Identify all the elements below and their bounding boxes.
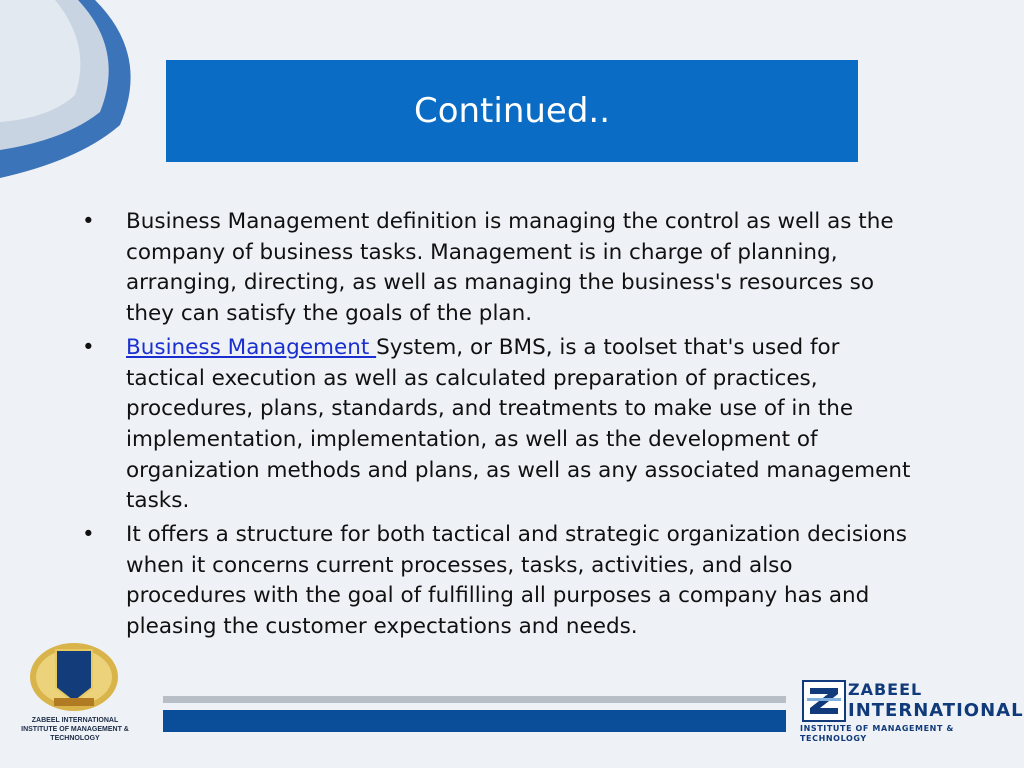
bullet-item: [82, 207, 912, 330]
slide-title: Continued..: [413, 91, 611, 131]
brand-line1: ZABEEL: [848, 680, 923, 699]
seal-caption-line1: ZABEEL INTERNATIONAL: [31, 717, 119, 724]
title-bar: [166, 60, 858, 162]
seal-caption: [0, 716, 150, 743]
brand-tagline: INSTITUTE OF MANAGEMENT & TECHNOLOGY: [800, 724, 954, 743]
bullet-text: It offers a structure for both tactical and strategic organization decisions when it concerns current processes, tasks, activities, and also procedures with the goal of fulfilling all purposes a company has and pleasing the customer expectations and needs.: [126, 522, 908, 640]
business-management-link[interactable]: Business Management: [126, 334, 377, 360]
bullet-item: [82, 333, 912, 517]
bullet-text: System, or BMS, is a toolset that's used for tactical execution as well as calculated preparation of practices, procedures, plans, standards, and treatments to make use of in the implementation, implementation, as well as the development of organization methods and plans, as well as any associated management tasks.: [126, 334, 911, 514]
footer-stripe-gray: [163, 696, 786, 703]
bullet-item: [82, 520, 912, 643]
seal-caption-line2: INSTITUTE OF MANAGEMENT & TECHNOLOGY: [21, 726, 129, 742]
bullet-text: Business Management definition is managing the control as well as the company of business tasks. Management is in charge of planning, arranging, directing, as well as managing the business's resources so they can satisfy the goals of the plan.: [126, 209, 894, 327]
brand-wordmark: [848, 680, 1024, 722]
bullet-marker: •: [82, 334, 95, 360]
bullet-marker: •: [82, 522, 95, 548]
academy-seal-logo: [24, 640, 124, 715]
slide-content: [82, 207, 912, 646]
bullet-marker: •: [82, 209, 95, 234]
zabeel-z-logo-icon: [802, 680, 846, 722]
footer-stripe-blue: [163, 710, 786, 732]
bullet-list: [82, 207, 912, 643]
brand-line2: INTERNATIONAL: [848, 700, 1024, 721]
